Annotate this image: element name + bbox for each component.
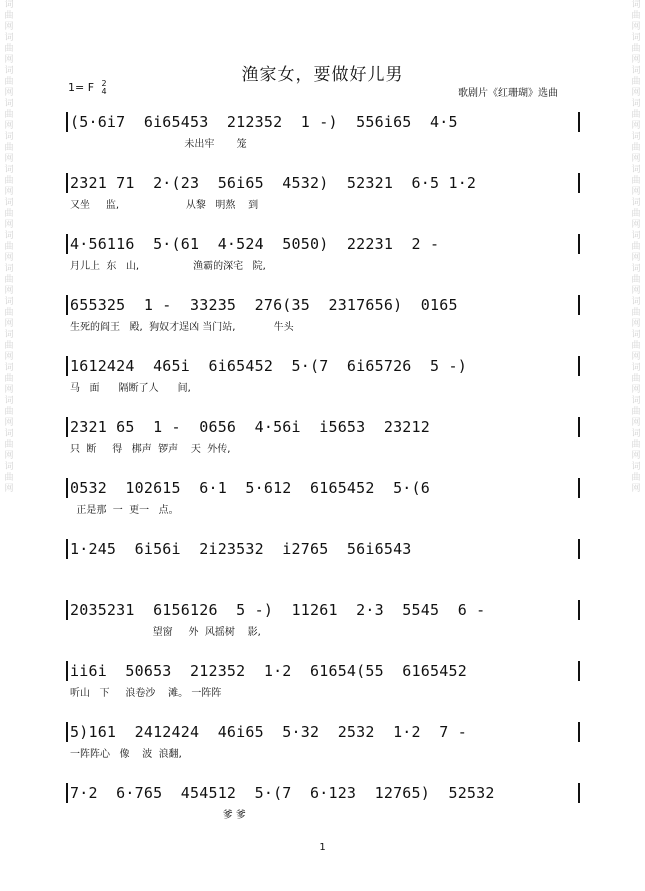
watermark-char: 曲 — [631, 209, 641, 219]
watermark-char: 网 — [631, 55, 641, 65]
barline-start — [66, 600, 68, 620]
watermark-char: 曲 — [4, 11, 14, 21]
watermark-char: 曲 — [4, 110, 14, 120]
watermark-char: 网 — [4, 352, 14, 362]
notation-text: 0532 102615 6·1 5·612 6165452 5·(6 — [70, 479, 430, 497]
lyric-line: 听山 下 浪卷沙 滩。 一阵阵 — [70, 688, 222, 699]
watermark-char: 曲 — [631, 176, 641, 186]
notation-text: 4·56116 5·(61 4·524 5050) 22231 2 - — [70, 235, 440, 253]
watermark-char: 词 — [4, 33, 14, 43]
watermark-char: 词 — [631, 165, 641, 175]
time-top: 2 — [101, 79, 107, 88]
watermark-char: 曲 — [4, 341, 14, 351]
notation-text: 2035231 6156126 5 -) 11261 2·3 5545 6 - — [70, 601, 486, 619]
watermark-char: 网 — [631, 418, 641, 428]
watermark-char: 网 — [631, 88, 641, 98]
barline-end — [578, 295, 580, 315]
score-line — [66, 356, 580, 376]
barline-end — [578, 234, 580, 254]
barline-end — [578, 112, 580, 132]
watermark-char: 词 — [631, 231, 641, 241]
barline-end — [578, 478, 580, 498]
watermark-char: 词 — [631, 330, 641, 340]
barline-end — [578, 417, 580, 437]
time-signature — [102, 80, 107, 96]
watermark-char: 词 — [4, 429, 14, 439]
watermark-char: 曲 — [631, 143, 641, 153]
barline-end — [578, 783, 580, 803]
watermark-char: 曲 — [631, 374, 641, 384]
barline-start — [66, 295, 68, 315]
watermark-char: 曲 — [4, 473, 14, 483]
barline-start — [66, 478, 68, 498]
watermark-char: 词 — [4, 330, 14, 340]
barline-end — [578, 722, 580, 742]
watermark-char: 网 — [4, 154, 14, 164]
lyric-line: 只 断 得 梆声 锣声 天 外传, — [70, 444, 231, 455]
score-line — [66, 173, 580, 193]
song-source: 歌剧片《红珊瑚》选曲 — [458, 88, 558, 99]
watermark-char: 网 — [631, 484, 641, 494]
watermark-char: 网 — [4, 319, 14, 329]
watermark-char: 网 — [4, 88, 14, 98]
watermark-char: 网 — [4, 187, 14, 197]
lyric-line — [70, 565, 580, 579]
watermark-char: 曲 — [4, 374, 14, 384]
notation-text: 2321 71 2·(23 56i65 4532) 52321 6·5 1·2 — [70, 174, 477, 192]
watermark-char: 曲 — [631, 242, 641, 252]
watermark-char: 曲 — [4, 209, 14, 219]
score-line — [66, 722, 580, 742]
time-bottom: 4 — [101, 87, 107, 96]
notation-text: ii6i 50653 212352 1·2 61654(55 6165452 — [70, 662, 467, 680]
barline-end — [578, 539, 580, 559]
key-signature — [68, 80, 107, 96]
watermark-char: 词 — [4, 132, 14, 142]
lyric-line: 马 面 隔断了人 间, — [70, 383, 191, 394]
watermark-char: 网 — [631, 187, 641, 197]
watermark-char: 网 — [4, 418, 14, 428]
watermark-char: 网 — [631, 154, 641, 164]
watermark-char: 曲 — [4, 308, 14, 318]
watermark-char: 网 — [4, 385, 14, 395]
watermark-char: 词 — [4, 99, 14, 109]
watermark-char: 网 — [631, 22, 641, 32]
notation-text: 655325 1 - 33235 276(35 2317656) 0165 — [70, 296, 458, 314]
watermark-char: 网 — [4, 220, 14, 230]
watermark-char: 词 — [631, 0, 641, 10]
watermark-char: 词 — [631, 429, 641, 439]
watermark-char: 词 — [4, 363, 14, 373]
barline-start — [66, 356, 68, 376]
barline-start — [66, 539, 68, 559]
score-line — [66, 417, 580, 437]
watermark-char: 曲 — [4, 77, 14, 87]
score-line — [66, 661, 580, 681]
page-number: 1 — [319, 842, 326, 853]
notation-text: 5)161 2412424 46i65 5·32 2532 1·2 7 - — [70, 723, 467, 741]
watermark-char: 词 — [631, 363, 641, 373]
watermark-char: 词 — [631, 132, 641, 142]
watermark-char: 网 — [631, 319, 641, 329]
watermark-char: 词 — [4, 0, 14, 10]
notation-text: 7·2 6·765 454512 5·(7 6·123 12765) 52532 — [70, 784, 495, 802]
barline-start — [66, 417, 68, 437]
watermark-char: 曲 — [631, 308, 641, 318]
score-line — [66, 112, 580, 132]
watermark-char: 网 — [4, 484, 14, 494]
watermark-char: 词 — [4, 231, 14, 241]
barline-end — [578, 600, 580, 620]
watermark-char: 词 — [4, 165, 14, 175]
watermark-char: 曲 — [4, 143, 14, 153]
watermark-char: 词 — [631, 396, 641, 406]
watermark-char: 词 — [4, 462, 14, 472]
watermark-char: 网 — [631, 385, 641, 395]
watermark-char: 曲 — [631, 440, 641, 450]
score-line — [66, 478, 580, 498]
watermark-char: 词 — [631, 33, 641, 43]
lyric-line: 又坐 监, 从黎 明熬 到 — [70, 200, 259, 211]
watermark-char: 网 — [4, 451, 14, 461]
watermark-char: 词 — [4, 66, 14, 76]
watermark-char: 词 — [4, 198, 14, 208]
score-line — [66, 295, 580, 315]
barline-start — [66, 722, 68, 742]
barline-end — [578, 173, 580, 193]
lyric-line: 爹 爹 — [70, 810, 246, 821]
watermark-right — [629, 0, 643, 891]
watermark-char: 词 — [4, 396, 14, 406]
watermark-char: 网 — [4, 121, 14, 131]
notation-text: (5·6i7 6i65453 212352 1 -) 556i65 4·5 — [70, 113, 458, 131]
watermark-char: 曲 — [631, 341, 641, 351]
watermark-char: 曲 — [631, 473, 641, 483]
watermark-char: 网 — [631, 253, 641, 263]
barline-start — [66, 112, 68, 132]
watermark-char: 网 — [631, 352, 641, 362]
barline-start — [66, 234, 68, 254]
watermark-char: 曲 — [4, 176, 14, 186]
barline-start — [66, 661, 68, 681]
barline-end — [578, 661, 580, 681]
watermark-char: 网 — [4, 55, 14, 65]
watermark-char: 曲 — [631, 77, 641, 87]
lyric-line: 生死的阎王 殿, 狗奴才逞凶 当门站, 牛头 — [70, 322, 294, 333]
lyric-line: 未出牢 笼 — [70, 139, 247, 150]
barline-end — [578, 356, 580, 376]
watermark-char: 网 — [4, 22, 14, 32]
watermark-char: 词 — [4, 297, 14, 307]
notation-text: 1·245 6i56i 2i23532 i2765 56i6543 — [70, 540, 412, 558]
watermark-char: 词 — [631, 198, 641, 208]
watermark-char: 词 — [631, 462, 641, 472]
score-line — [66, 539, 580, 559]
watermark-char: 网 — [631, 121, 641, 131]
watermark-char: 曲 — [4, 44, 14, 54]
watermark-char: 网 — [631, 286, 641, 296]
watermark-char: 网 — [4, 253, 14, 263]
key-label: 1= F — [68, 81, 95, 94]
score-line — [66, 783, 580, 803]
lyric-line: 月儿上 东 山, 渔霸的深宅 院, — [70, 261, 266, 272]
watermark-left — [2, 0, 16, 891]
watermark-char: 曲 — [631, 110, 641, 120]
watermark-char: 曲 — [4, 275, 14, 285]
watermark-char: 曲 — [4, 407, 14, 417]
notation-text: 1612424 465i 6i65452 5·(7 6i65726 5 -) — [70, 357, 467, 375]
barline-start — [66, 173, 68, 193]
notation-text: 2321 65 1 - 0656 4·56i i5653 23212 — [70, 418, 430, 436]
song-title: 渔家女，要做好儿男 — [241, 65, 404, 85]
watermark-char: 曲 — [631, 407, 641, 417]
watermark-char: 曲 — [4, 242, 14, 252]
watermark-char: 网 — [631, 451, 641, 461]
watermark-char: 网 — [4, 286, 14, 296]
watermark-char: 词 — [631, 66, 641, 76]
watermark-char: 词 — [4, 264, 14, 274]
watermark-char: 词 — [631, 297, 641, 307]
watermark-char: 网 — [631, 220, 641, 230]
score-line — [66, 600, 580, 620]
watermark-char: 曲 — [4, 440, 14, 450]
watermark-char: 曲 — [631, 275, 641, 285]
score-line — [66, 234, 580, 254]
barline-start — [66, 783, 68, 803]
watermark-char: 曲 — [631, 11, 641, 21]
watermark-char: 词 — [631, 264, 641, 274]
watermark-char: 曲 — [631, 44, 641, 54]
lyric-line: 望窗 外 风摇树 影, — [70, 627, 261, 638]
lyric-line: 正是那 一 更一 点。 — [70, 505, 179, 516]
watermark-char: 词 — [631, 99, 641, 109]
lyric-line: 一阵阵心 像 波 浪翻, — [70, 749, 182, 760]
